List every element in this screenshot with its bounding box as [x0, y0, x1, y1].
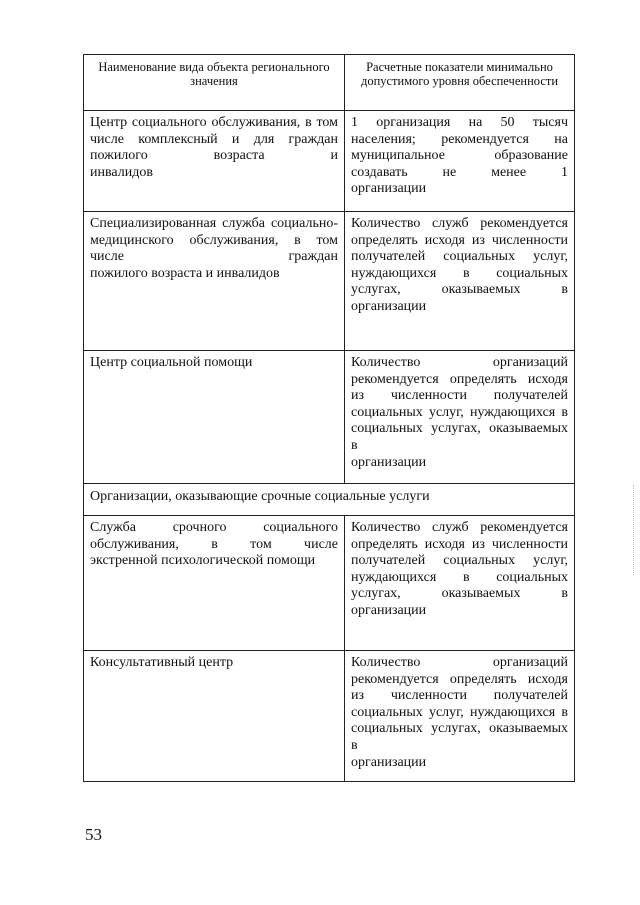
table-row [84, 212, 575, 351]
table-row [84, 351, 575, 484]
object-name-cell: Центр социальной помощи [84, 351, 345, 484]
table-row [84, 516, 575, 651]
object-name-cell: Специализированная служба социально-медицинского обслуживания, в том числе граждан пожилого возраста и инвалидов [84, 212, 345, 351]
page-number: 53 [85, 825, 102, 844]
object-name-cell: Центр социального обслуживания, в том числе комплексный и для граждан пожилого возраста и инвалидов [84, 111, 345, 212]
object-name-cell: Служба срочного социального обслуживания, в том числе экстренной психологической помощи [84, 516, 345, 651]
indicator-cell: Количество организаций рекомендуется определять исходя из численности получателей социальных услуг, нуждающихся в социальных услугах, оказываемых в организации [345, 351, 575, 484]
indicator-cell: 1 организация на 50 тысяч населения; рекомендуется на муниципальное образование создавать не менее 1 организации [345, 111, 575, 212]
scan-edge-mark [630, 485, 634, 575]
header-object-type: Наименование вида объекта регионального значения [84, 55, 345, 111]
table-header-row [84, 55, 575, 111]
standards-table [83, 54, 575, 782]
object-name-cell: Консультативный центр [84, 651, 345, 782]
table-row [84, 111, 575, 212]
indicator-cell: Количество служб рекомендуется определять исходя из численности получателей социальных услуг, нуждающихся в социальных услугах, оказываемых в организации [345, 212, 575, 351]
header-indicators: Расчетные показатели минимально допустимого уровня обеспеченности [345, 55, 575, 111]
section-row [84, 484, 575, 516]
table-row [84, 651, 575, 782]
section-title: Организации, оказывающие срочные социальные услуги [84, 484, 575, 516]
indicator-cell: Количество организаций рекомендуется определять исходя из численности получателей социальных услуг, нуждающихся в социальных услугах, оказываемых в организации [345, 651, 575, 782]
indicator-cell: Количество служб рекомендуется определять исходя из численности получателей социальных услуг, нуждающихся в социальных услугах, оказываемых в организации [345, 516, 575, 651]
